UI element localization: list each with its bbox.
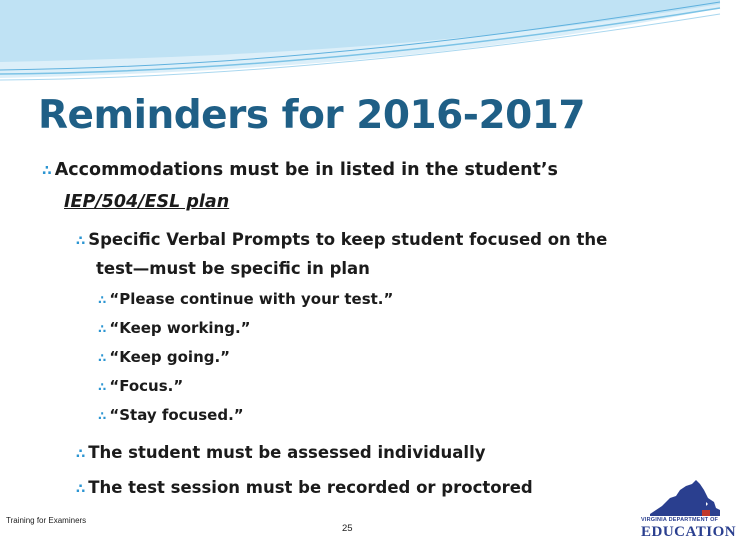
bullet-icon: ∴ — [98, 351, 107, 365]
bullet-text: Accommodations must be in listed in the student’s — [54, 160, 558, 180]
prompt-text: “Please continue with your test.” — [109, 290, 394, 308]
bullet-verbal-prompts — [76, 230, 607, 249]
bullet-icon: ∴ — [98, 409, 107, 423]
bullet-icon: ∴ — [98, 293, 107, 307]
prompt-text: “Stay focused.” — [109, 406, 244, 424]
page-number: 25 — [342, 523, 353, 534]
bullet-icon: ∴ — [76, 447, 86, 462]
bullet-recorded-or-proctored — [76, 478, 533, 497]
bullet-verbal-prompts-continued: test—must be specific in plan — [96, 259, 370, 278]
bullet-accommodations — [42, 160, 558, 180]
bullet-text: Specific Verbal Prompts to keep student focused on the — [88, 230, 608, 249]
prompt-example — [98, 348, 230, 366]
bullet-assessed-individually — [76, 443, 486, 462]
slide-title: Reminders for 2016-2017 — [38, 93, 585, 138]
prompt-text: “Keep going.” — [109, 348, 231, 366]
prompt-example — [98, 319, 251, 337]
prompt-text: “Keep working.” — [109, 319, 251, 337]
logo-subtitle: VIRGINIA DEPARTMENT OF — [641, 517, 719, 523]
bullet-icon: ∴ — [98, 322, 107, 336]
bullet-text: The student must be assessed individually — [88, 443, 486, 462]
logo-title: EDUCATION — [641, 524, 736, 540]
bullet-icon: ∴ — [98, 380, 107, 394]
bullet-accommodations-continued: IEP/504/ESL plan — [64, 192, 230, 212]
prompt-text: “Focus.” — [109, 377, 184, 395]
prompt-example — [98, 406, 244, 424]
prompt-example — [98, 377, 183, 395]
bullet-text: The test session must be recorded or proctored — [88, 478, 533, 497]
footer-label: Training for Examiners — [6, 516, 87, 525]
bullet-icon: ∴ — [76, 482, 86, 497]
bullet-icon: ∴ — [76, 234, 86, 249]
bullet-icon: ∴ — [42, 163, 52, 179]
prompt-example — [98, 290, 393, 308]
